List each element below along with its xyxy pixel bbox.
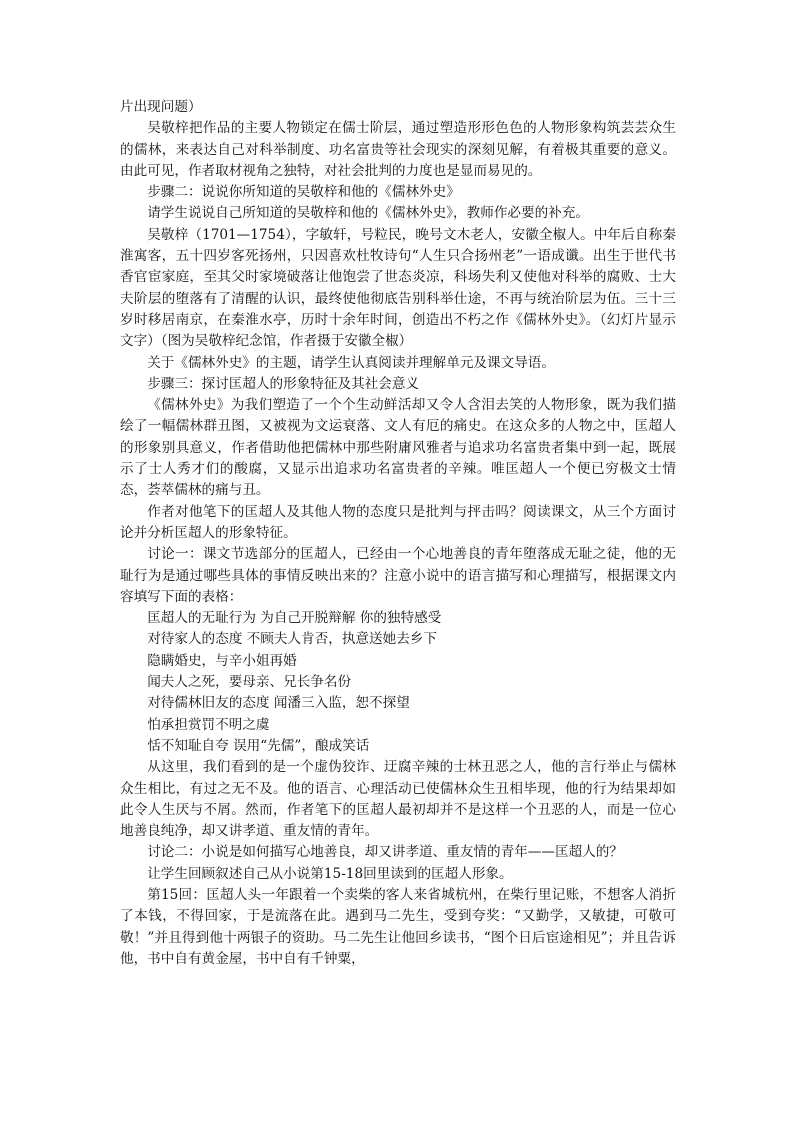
step-three-heading: 步骤三：探讨匡超人的形象特征及其社会意义 <box>147 375 420 392</box>
paragraph-17: 从这里，我们看到的是一个虚伪狡诈、迂腐辛辣的士林丑恶之人，他的言行举止与儒林众生相比，有过之无不及。他的语言、心理活动已使儒林众生丑相毕现，他的行为结果却如此令人生厌与不屑。然而，作者笔下的匡超人最初却并不是这样一个丑恶的人，而是一位心地善良纯净，却又讲孝道、重友情的青年。 <box>120 759 676 840</box>
paragraph-3: 请学生说说自己所知道的吴敬梓和他的《儒林外史》，教师作必要的补充。 <box>147 205 589 222</box>
author-bio-paragraph: 吴敬梓（1701—1754），字敏轩，号粒民，晚号文木老人，安徽全椒人。中年后自称秦淮寓客，五十四岁客死扬州，只因喜欢杜牧诗句“人生只合扬州老”一语成谶。出生于世代书香官宦家庭，至其父时家境破落让他饱尝了世态炎凉，科场失利又使他对科举的腐败、士大夫阶层的堕落有了清醒的认识，最终使他彻底告别科举仕途，不再与统治阶层为伍。三十三岁时移居南京，在秦淮水亭，历时十余年时间，创造出不朽之作《儒林外史》。（幻灯片显示文字）（图为吴敬梓纪念馆，作者摄于安徽全椒） <box>120 226 676 350</box>
table-line: 恬不知耻自夸 误用“先儒”，酿成笑话 <box>147 737 370 754</box>
table-line: 闻夫人之死，要母亲、兄长争名份 <box>147 674 352 691</box>
document-page <box>120 97 676 970</box>
step-two-heading: 步骤二：说说你所知道的吴敬梓和他的《儒林外史》 <box>147 184 460 201</box>
paragraph-7: 《儒林外史》为我们塑造了一个个生动鲜活却又令人含泪去笑的人物形象，既为我们描绘了一幅儒林群丑图，又被视为文运衰落、文人有厄的痛史。在这众多的人物之中，匡超人的形象别具意义，作者借助他把儒林中那些附庸风雅者与追求功名富贵者集中到一起，既展示了士人秀才们的酸腐，又显示出追求功名富贵者的辛辣。唯匡超人一个便已穷极文士情态，荟萃儒林的痛与丑。 <box>120 397 676 499</box>
discussion-one-paragraph: 讨论一：课文节选部分的匡超人，已经由一个心地善良的青年堕落成无耻之徒，他的无耻行为是通过哪些具体的事情反映出来的？注意小说中的语言描写和心理描写，根据课文内容填写下面的表格： <box>120 546 676 605</box>
table-line: 对待儒林旧友的态度 闻潘三入监，恕不探望 <box>147 695 410 712</box>
table-header-line: 匡超人的无耻行为 为自己开脱辩解 你的独特感受 <box>147 610 442 627</box>
paragraph-5: 关于《儒林外史》的主题，请学生认真阅读并理解单元及课文导语。 <box>147 354 555 371</box>
table-line: 怕承担赏罚不明之虞 <box>147 716 270 733</box>
table-line: 对待家人的态度 不顾夫人肯否，执意送她去乡下 <box>147 631 437 648</box>
paragraph-8: 作者对他笔下的匡超人及其他人物的态度只是批判与抨击吗？阅读课文，从三个方面讨论并分析匡超人的形象特征。 <box>120 503 676 541</box>
table-line: 隐瞒婚史，与辛小姐再婚 <box>147 652 297 669</box>
paragraph-0: 片出现问题） <box>120 99 202 115</box>
paragraph-1: 吴敬梓把作品的主要人物锁定在儒士阶层，通过塑造形形色色的人物形象构筑芸芸众生的儒林，来表达自己对科举制度、功名富贵等社会现实的深刻见解，有着极其重要的意义。由此可见，作者取材视角之独特，对社会批判的力度也是显而易见的。 <box>120 120 676 179</box>
chapter-15-paragraph: 第15回：匡超人头一年跟着一个卖柴的客人来省城杭州，在柴行里记账，不想客人消折了本钱，不得回家，于是流落在此。遇到马二先生，受到夸奖：“又勤学，又敏捷，可敬可敬！”并且得到他十两银子的资助。马二先生让他回乡读书，“图个日后宦途相见”；并且告诉他，书中自有黄金屋，书中自有千钟粟， <box>120 886 676 967</box>
discussion-two-paragraph: 讨论二：小说是如何描写心地善良，却又讲孝道、重友情的青年——匡超人的？ <box>147 844 623 861</box>
paragraph-19: 让学生回顾叙述自己从小说第15-18回里读到的匡超人形象。 <box>147 865 513 882</box>
